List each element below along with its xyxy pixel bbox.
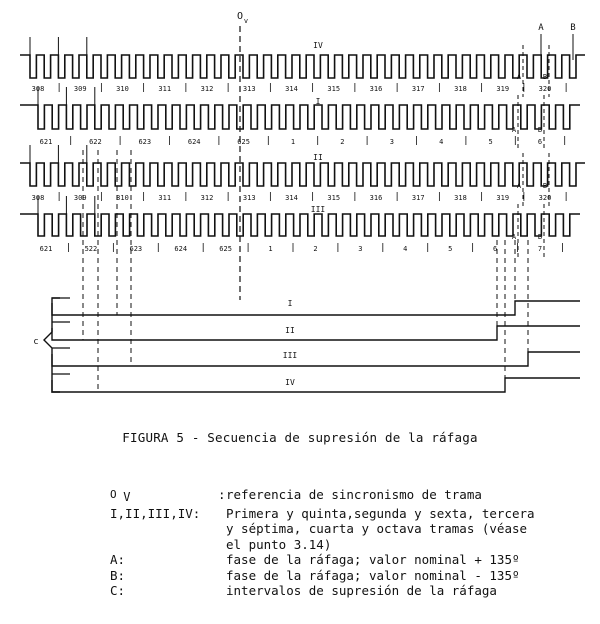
line-number: 3 [358, 245, 363, 253]
line-number: 3 [389, 138, 394, 146]
blanking-interval-IV [52, 378, 580, 392]
line-number: 314 [285, 194, 298, 202]
intervals-brace-label: c [33, 337, 39, 347]
interval-label-I: I [287, 299, 293, 308]
line-number: 5 [448, 245, 453, 253]
line-number: 2 [340, 138, 345, 146]
line-number: 308 [31, 85, 45, 93]
line-number: 317 [411, 194, 425, 202]
interval-label-IV: IV [285, 378, 295, 387]
mark-a-row2: A [511, 126, 517, 134]
line-number: 623 [129, 245, 143, 253]
legend-key-c: C: [110, 583, 126, 599]
line-number: 623 [138, 138, 152, 146]
line-number: 308 [31, 194, 45, 202]
line-number: 4 [439, 138, 444, 146]
line-number: 1 [268, 245, 273, 253]
line-number: 313 [242, 85, 256, 93]
legend-value-c: intervalos de supresión de la ráfaga [226, 583, 497, 599]
line-number: 316 [369, 85, 383, 93]
mark-b-row1: B [542, 73, 548, 81]
interval-label-II: II [285, 326, 295, 335]
mark-a-row3: A [516, 182, 522, 190]
ov-reference-mark: O [236, 11, 244, 22]
legend-row-frames [110, 506, 590, 553]
line-number: 316 [369, 194, 383, 202]
legend-row-a [110, 552, 590, 568]
legend-value-b: fase de la ráfaga; valor nominal - 135º [226, 567, 520, 583]
row-label-row1: IV [313, 41, 323, 50]
legend-row-ov: O $_V$ : referencia de sincronismo de trama [110, 487, 590, 506]
diagram-labels [32, 11, 576, 387]
figure-caption: FIGURA 5 - Secuencia de supresión de la ráfaga [122, 430, 478, 445]
row-label-row4: III [310, 205, 326, 214]
line-number: 313 [242, 194, 256, 202]
legend-value-a: fase de la ráfaga; valor nominal + 135º [226, 552, 520, 568]
line-number: 6 [492, 245, 498, 253]
line-number: 625 [237, 138, 250, 146]
line-number: 310 [116, 194, 129, 202]
legend-key-frames: I,II,III,IV: [110, 505, 201, 521]
line-number: 319 [496, 194, 510, 202]
waveform-rows [20, 26, 585, 392]
line-number: 318 [454, 85, 467, 93]
line-number: 621 [39, 245, 53, 253]
line-number: 621 [39, 138, 53, 146]
line-number: 624 [174, 245, 188, 253]
waveform-row1 [20, 55, 585, 78]
waveform-row4 [20, 214, 580, 236]
line-number: 522 [84, 245, 98, 253]
line-number: 315 [327, 194, 341, 202]
line-number: 310 [116, 85, 129, 93]
waveform-row3 [20, 163, 585, 186]
line-number: 312 [200, 85, 214, 93]
legend-key-ov: O $_V$ [110, 488, 131, 505]
line-number: 311 [158, 85, 172, 93]
legend [110, 487, 590, 599]
line-number: 314 [285, 85, 298, 93]
line-number: 5 [488, 138, 493, 146]
line-number: 320 [538, 194, 552, 202]
ov-reference-sub: v [243, 17, 249, 25]
mark-b-row2: B [537, 126, 543, 134]
mark-a-row4: A [511, 233, 517, 241]
line-number: 6 [537, 138, 543, 146]
top-mark-a: A [538, 23, 544, 33]
mark-b-row3: B [542, 182, 548, 190]
row-label-row3: II [313, 153, 323, 162]
legend-key-a: A: [110, 552, 126, 568]
mark-a-row1: A [516, 73, 522, 81]
mark-b-row4: B [537, 233, 543, 241]
line-number: 624 [187, 138, 201, 146]
top-mark-b: B [570, 23, 576, 33]
line-number: 315 [327, 85, 341, 93]
line-number: 312 [200, 194, 214, 202]
line-number: 622 [89, 138, 102, 146]
line-number: 309 [73, 194, 87, 202]
line-number: 2 [313, 245, 318, 253]
line-number: 4 [403, 245, 408, 253]
line-number: 309 [73, 85, 87, 93]
legend-value-frames: Primera y quinta,segunda y sexta, tercera y séptima, cuarta y octava tramas (véase el punto 3.14) [226, 505, 535, 552]
waveform-row2 [20, 105, 580, 129]
interval-label-III: III [282, 351, 298, 360]
legend-row-b [110, 568, 590, 584]
intervals-brace [44, 298, 60, 392]
line-number: 311 [158, 194, 172, 202]
line-number: 1 [290, 138, 296, 146]
legend-value-ov: referencia de sincronismo de trama [226, 487, 482, 502]
blanking-intervals [44, 298, 580, 392]
line-number: 7 [537, 245, 543, 253]
legend-row-c [110, 583, 590, 599]
row-label-row2: I [315, 97, 321, 106]
legend-key-b: B: [110, 567, 126, 583]
line-number: 317 [411, 85, 425, 93]
line-number: 318 [454, 194, 467, 202]
line-number: 319 [496, 85, 510, 93]
line-number: 625 [219, 245, 232, 253]
line-number: 320 [538, 85, 552, 93]
